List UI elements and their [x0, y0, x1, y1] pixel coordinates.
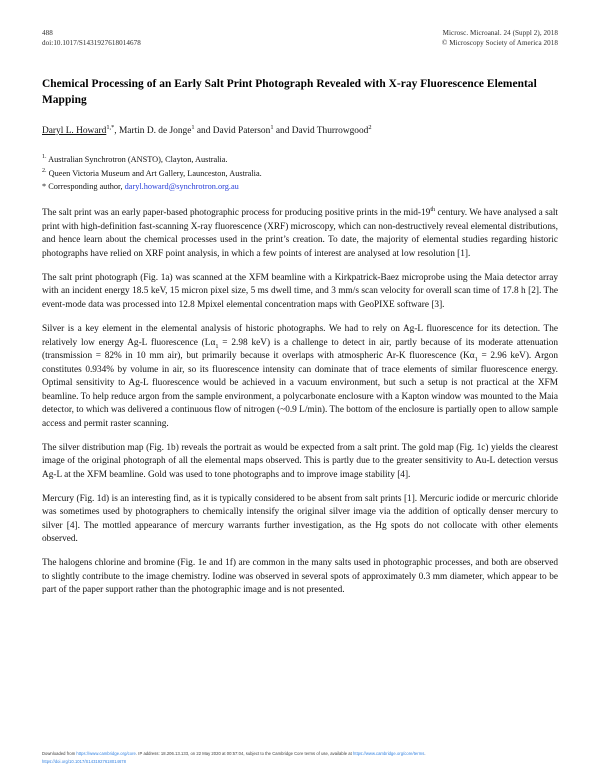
footer-doi-line: [42, 758, 558, 765]
paragraph-3-part-b: = 2.98 keV) is a challenge to detect in air, partly because of its moderate attenuation (transmission = 82% in 10 mm air), but primarily because it overlaps with atmospheric Ar-K fluorescence (Kα: [42, 337, 558, 362]
paragraph-1: [42, 207, 558, 261]
author-affiliation-marker-2: 1: [191, 123, 195, 131]
download-footer: [42, 750, 558, 765]
author-affiliation-marker-4: 2: [368, 123, 372, 131]
alpha-subscript-2: 1: [474, 355, 478, 363]
paragraph-5: Mercury (Fig. 1d) is an interesting find, as it is typically considered to be absent from salt prints [1]. Mercuric iodide or mercuric chloride was sometimes used by photographers to chemically intensify the original silver image via the addition of optically denser mercury to silver [4]. The mottled appearance of mercury warrants further investigation, as the Hg spots do not collocate with other elements observed.: [42, 493, 558, 545]
footer-text-2: . IP address: 18.206.13.133, on 22 May 2020 at 00:57:04, subject to the Cambridge Core terms of use, available at: [135, 751, 354, 757]
ordinal-superscript-th: th: [430, 206, 436, 214]
paragraph-1-part-b: century. We have analysed a salt print with high-definition fast-scanning X-ray fluorescence (XRF) microscopy, which can non-destructively reveal elemental distributions, and hence learn about the chemical processes used in the print’s creation. To date, the majority of elemental studies regarding historic photographs have relied on XRF point analysis, in which a few points of interest are analysed at low resolution [1].: [42, 208, 558, 259]
affiliation-block: [42, 153, 558, 193]
footer-text-1: Downloaded from: [42, 751, 77, 757]
author-rest-3: and David Thurrowgood: [273, 125, 369, 136]
affiliation-text-2: Queen Victoria Museum and Art Gallery, Launceston, Australia.: [46, 168, 262, 178]
affiliation-text-1: Australian Synchrotron (ANSTO), Clayton, Australia.: [46, 155, 228, 165]
paragraph-2: The salt print photograph (Fig. 1a) was scanned at the XFM beamline with a Kirkpatrick-Baez microprobe using the Maia detector array with an incident energy 18.5 keV, 15 micron pixel size, 5 ms dwell time, and 3 mm/s scan velocity for overall scan time of 17.8 h [2]. The event-mode data was processed into 12.8 Mpixel elemental concentration maps with GeoPIXE software [3].: [42, 272, 558, 310]
running-head-left: [42, 28, 141, 49]
running-head: [42, 28, 558, 49]
corresponding-author-line: [42, 180, 558, 193]
author-affiliation-marker-3: 1: [270, 123, 274, 131]
author-rest-1: , Martin D. de Jonge: [114, 125, 192, 136]
paragraph-3-part-c: = 2.96 keV). Argon constitutes 0.934% by volume in air, so its fluorescence intensity can dominate that of trace elements of similar fluorescence energy. Optimal sensitivity to Ag-L fluorescence would be achieved in a vacuum environment, but such a setup is not practical at the XFM beamline. To help reduce argon from the sample environment, a polycarbonate enclosure with a Kapton window was mounted to the Maia detector, to which was delivered a continuous flow of nitrogen (~0.9 L/min). The bottom of the enclosure is partially open to allow sample access and permit raster scanning.: [42, 351, 558, 429]
alpha-subscript-1: 1: [215, 342, 219, 350]
paragraph-3: [42, 323, 558, 431]
page-title: Chemical Processing of an Early Salt Print Photograph Revealed with X-ray Fluorescence Elemental Mapping: [42, 77, 537, 106]
paragraph-1-part-a: The salt print was an early paper-based photographic process for producing positive prints in the mid-19: [42, 208, 431, 219]
footer-cambridge-core-link[interactable]: https://www.cambridge.org/core: [76, 751, 136, 757]
footer-text-3: .: [424, 751, 426, 757]
affiliation-item-1: [42, 153, 558, 166]
affiliation-marker-1: 1.: [42, 154, 47, 161]
paragraph-4: The silver distribution map (Fig. 1b) reveals the portrait as would be expected from a salt print. The gold map (Fig. 1c) yields the clearest image of the original photograph of all the elemental maps observed. This is partly due to the greater sensitivity to Au-L detection versus Ag-L at the XFM beamline. Gold was used to tone photographs and to improve image stability [4].: [42, 442, 558, 480]
copyright-line: © Microscopy Society of America 2018: [441, 39, 558, 48]
corresponding-prefix: * Corresponding author,: [42, 181, 125, 191]
article-body: [42, 207, 558, 597]
paragraph-3-part-a: Silver is a key element in the elemental analysis of historic photographs. We had to rely on Ag-L fluorescence for its detection. The relatively low energy Ag-L fluorescence (Lα: [42, 324, 558, 348]
paragraph-6: The halogens chlorine and bromine (Fig. 1e and 1f) are common in the many salts used in photographic processes, and both are observed to slightly contribute to the image chemistry. Iodine was observed in several spots of approximately 0.3 mm diameter, which appear to be part of the paper support rather than the photographic image and is not presented.: [42, 558, 558, 596]
doi-line: doi:10.1017/S1431927618014678: [42, 39, 141, 48]
footer-doi-link[interactable]: https://doi.org/10.1017/S1431927618014678: [42, 758, 127, 764]
footer-terms-link[interactable]: https://www.cambridge.org/core/terms: [353, 751, 425, 757]
journal-citation: Microsc. Microanal. 24 (Suppl 2), 2018: [442, 29, 558, 37]
author-rest-2: and David Paterson: [194, 125, 271, 136]
author-affiliation-marker: 1,*: [106, 123, 115, 131]
running-head-right: [442, 28, 558, 49]
corresponding-email-link[interactable]: daryl.howard@synchrotron.org.au: [124, 181, 239, 191]
author-list: [42, 125, 558, 138]
page-number: 488: [42, 29, 53, 37]
author-lead-name: Daryl L. Howard: [42, 125, 107, 136]
affiliation-marker-2: 2.: [42, 167, 47, 174]
affiliation-item-2: [42, 167, 558, 180]
